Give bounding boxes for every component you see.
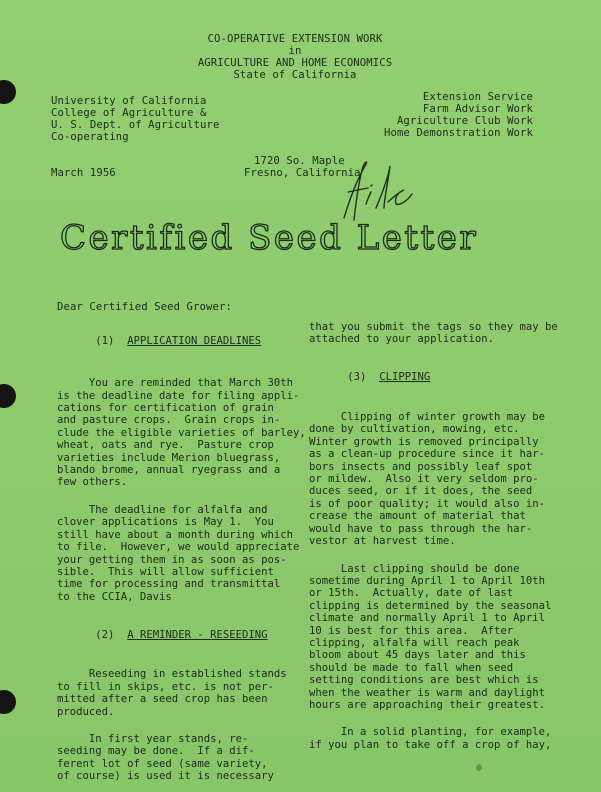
section-title: CLIPPING: [379, 371, 431, 384]
text-line: sible. This will allow sufficient: [57, 565, 274, 578]
right-org-line: Farm Advisor Work: [422, 103, 533, 115]
text-line: climate and normally April 1 to April: [309, 612, 545, 625]
text-line: wheat, oats and rye. Pasture crop: [57, 439, 274, 452]
text-line: Reseeding in established stands: [57, 668, 287, 681]
text-line: duces seed, or if it does, the seed: [309, 485, 533, 498]
text-line: Winter growth is removed principally: [309, 435, 539, 448]
letter-title: Certified Seed Letter: [60, 218, 479, 258]
section-heading: [57, 616, 297, 653]
text-line: produced.: [57, 705, 115, 718]
right-org-line: Agriculture Club Work: [396, 115, 533, 127]
text-line: varieties include Merion bluegrass,: [57, 451, 281, 464]
text-line: The deadline for alfalfa and: [57, 503, 268, 516]
right-column: [309, 321, 559, 751]
text-line: or mildew. Also it very seldom pro-: [309, 473, 539, 486]
left-org-line: College of Agriculture &: [51, 107, 207, 119]
left-org-line: Co-operating: [51, 131, 129, 143]
text-line: of course) is used it is necessary: [57, 770, 274, 783]
right-org-block: [333, 91, 533, 139]
text-line: You are reminded that March 30th: [57, 377, 293, 390]
section-heading: [57, 323, 297, 360]
text-line: setting conditions are best which is: [309, 674, 539, 687]
section-title: A REMINDER - RESEEDING: [127, 628, 268, 641]
text-line: when the weather is warm and daylight: [309, 686, 545, 699]
text-line: would have to pass through the har-: [309, 522, 533, 535]
section-title: APPLICATION DEADLINES: [127, 335, 262, 348]
text-line: bloom about 45 days later and this: [309, 649, 526, 662]
letterhead-line-1: CO-OPERATIVE EXTENSION WORK: [207, 33, 383, 45]
text-line: time for processing and transmittal: [57, 578, 281, 591]
text-line: still have about a month during which: [57, 528, 293, 541]
text-line: sometime during April 1 to April 10th: [309, 574, 545, 587]
text-line: done by cultivation, mowing, etc.: [309, 423, 520, 436]
paragraph: [57, 377, 306, 489]
paragraph: [309, 411, 559, 547]
text-line: Last clipping should be done: [309, 562, 520, 575]
text-line: ferent lot of seed (same variety,: [57, 757, 268, 770]
text-line: bors insects and possibly leaf spot: [309, 460, 533, 473]
left-column: [57, 323, 306, 783]
text-line: is of poor quality; it would also in-: [309, 497, 545, 510]
text-line: crease the amount of material that: [309, 510, 526, 523]
text-line: if you plan to take off a crop of hay,: [309, 738, 552, 751]
binder-hole-top: [0, 80, 16, 104]
paragraph: [309, 563, 559, 712]
section-number: (3): [347, 371, 367, 384]
text-line: In a solid planting, for example,: [309, 726, 552, 739]
paragraph: [57, 733, 297, 783]
text-line: In first year stands, re-: [57, 732, 249, 745]
text-line: attached to your application.: [309, 333, 494, 346]
text-line: that you submit the tags so they may be: [309, 321, 558, 333]
text-line: mitted after a seed crop has been: [57, 693, 268, 706]
text-line: few others.: [57, 476, 128, 489]
text-line: clude the eligible varieties of barley,: [57, 426, 306, 439]
text-line: hours are approaching their greatest.: [309, 698, 545, 711]
text-line: is the deadline date for filing appli-: [57, 389, 300, 402]
left-org-block: [51, 95, 219, 143]
right-org-line: Home Demonstration Work: [384, 127, 533, 139]
paragraph: [309, 321, 559, 346]
text-line: clipping, alfalfa will reach peak: [309, 636, 520, 649]
letterhead-line-4: State of California: [233, 69, 357, 81]
text-line: seeding may be done. If a dif-: [57, 745, 255, 758]
section-heading: [309, 359, 559, 396]
address-street: 1720 So. Maple: [254, 155, 345, 167]
paragraph: [57, 503, 300, 603]
text-line: vestor at harvest time.: [309, 535, 456, 548]
letterhead-line-3: AGRICULTURE AND HOME ECONOMICS: [197, 57, 393, 69]
binder-hole-bottom: [0, 690, 16, 714]
section-number: (1): [95, 335, 115, 348]
text-line: blando brome, annual ryegrass and a: [57, 464, 281, 477]
text-line: clipping is determined by the seasonal: [309, 599, 552, 612]
text-line: to file. However, we would appreciate: [57, 541, 300, 554]
letter-date: March 1956: [51, 167, 116, 179]
paper-stain: [476, 764, 482, 771]
binder-hole-middle: [0, 384, 16, 408]
text-line: to the CCIA, Davis: [57, 590, 172, 603]
text-line: or 15th. Actually, date of last: [309, 587, 514, 600]
letterhead: [150, 33, 440, 81]
text-line: as a clean-up procedure since it har-: [309, 448, 545, 461]
section-number: (2): [95, 628, 115, 641]
text-line: your getting them in as soon as pos-: [57, 553, 287, 566]
text-line: Clipping of winter growth may be: [309, 411, 545, 424]
paragraph: [57, 668, 297, 718]
text-line: clover applications is May 1. You: [57, 516, 274, 529]
letterhead-line-2: in: [288, 45, 302, 57]
address-city: Fresno, California: [244, 167, 361, 179]
text-line: cations for certification of grain: [57, 402, 274, 415]
left-org-line: University of California: [51, 95, 207, 107]
text-line: and pasture crops. Grain crops in-: [57, 414, 281, 427]
paragraph: [309, 726, 559, 751]
text-line: should be made to fall when seed: [309, 661, 514, 674]
text-line: to fill in skips, etc. is not per-: [57, 680, 274, 693]
text-line: 10 is best for this area. After: [309, 624, 514, 637]
right-org-line: Extension Service: [422, 91, 533, 103]
salutation: Dear Certified Seed Grower:: [57, 301, 232, 313]
left-org-line: U. S. Dept. of Agriculture: [51, 119, 220, 131]
